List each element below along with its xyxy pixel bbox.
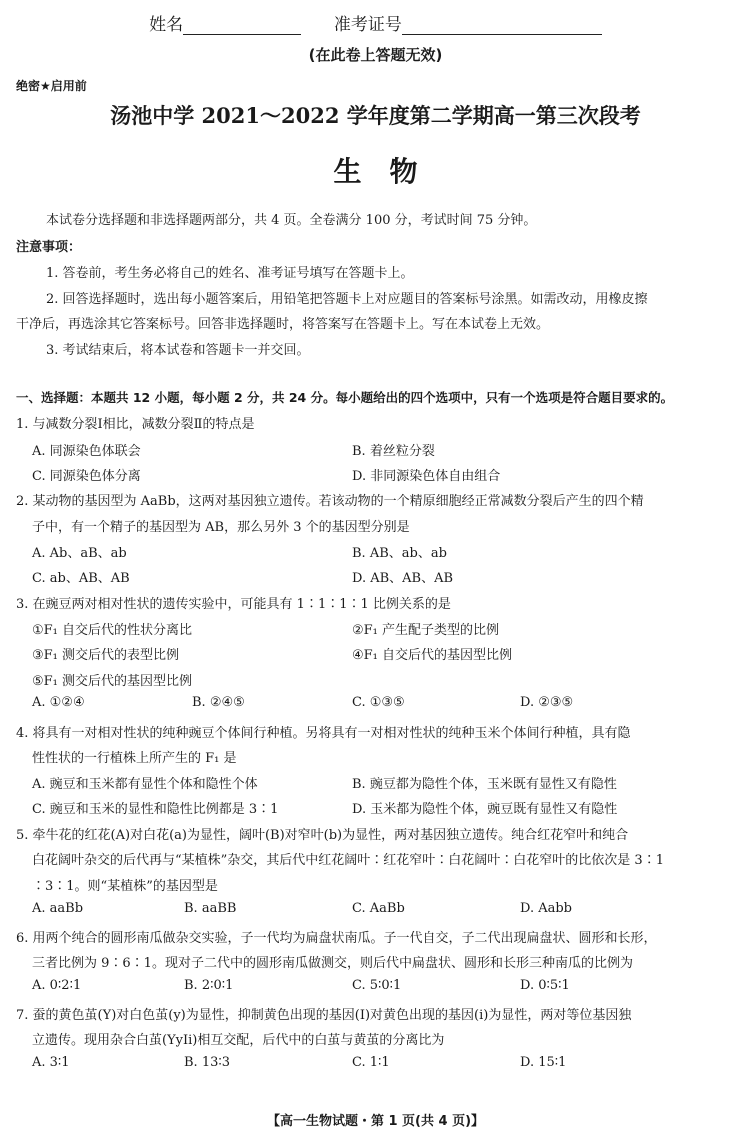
id-blank[interactable] <box>402 16 602 35</box>
q2-stem-2: 子中，有一个精子的基因型为 AB，那么另外 3 个的基因型分别是 <box>32 520 410 535</box>
q3-option-d[interactable]: D. ②③⑤ <box>520 695 574 710</box>
q5-option-d[interactable]: D. Aabb <box>520 901 573 916</box>
q6-option-a[interactable]: A. 0∶2∶1 <box>32 978 82 993</box>
q7-option-c[interactable]: C. 1∶1 <box>352 1055 390 1070</box>
page-footer: 【高一生物试题・第 1 页(共 4 页)】 <box>266 1114 485 1129</box>
q3-stem: 3. 在豌豆两对相对性状的遗传实验中，可能具有 1∶1∶1∶1 比例关系的是 <box>16 597 451 612</box>
section-1-header: 一、选择题：本题共 12 小题，每小题 2 分，共 24 分。每小题给出的四个选项中，只有一个选项是符合题目要求的。 <box>16 390 674 405</box>
intro: 本试卷分选择题和非选择题两部分，共 4 页。全卷满分 100 分，考试时间 75 分钟。 <box>46 213 537 228</box>
note-2a: 2. 回答选择题时，选出每小题答案后，用铅笔把答题卡上对应题目的答案标号涂黑。如需改动，用橡皮擦 <box>46 292 648 307</box>
q5-stem-2: 白花阔叶杂交的后代再与“某植株”杂交，其后代中红花阔叶∶红花窄叶∶白花阔叶∶白花窄叶的比依次是 3∶1 <box>32 853 664 868</box>
q3-item-4: ④F₁ 自交后代的基因型比例 <box>352 648 513 663</box>
q1-option-d[interactable]: D. 非同源染色体自由组合 <box>352 469 501 484</box>
exam-title: 汤池中学 2021～2022 学年度第二学期高一第三次段考 <box>110 103 641 128</box>
note-3: 3. 考试结束后，将本试卷和答题卡一并交回。 <box>46 343 310 358</box>
name-blank[interactable] <box>183 16 301 35</box>
notes-title: 注意事项： <box>16 240 82 255</box>
q1-stem: 1. 与减数分裂Ⅰ相比，减数分裂Ⅱ的特点是 <box>16 417 255 432</box>
q3-item-1: ①F₁ 自交后代的性状分离比 <box>32 623 193 638</box>
q3-item-5: ⑤F₁ 测交后代的基因型比例 <box>32 674 193 689</box>
q1-option-c[interactable]: C. 同源染色体分离 <box>32 469 141 484</box>
q7-option-d[interactable]: D. 15∶1 <box>520 1055 567 1070</box>
note-1: 1. 答卷前，考生务必将自己的姓名、准考证号填写在答题卡上。 <box>46 266 414 281</box>
q2-option-c[interactable]: C. ab、AB、AB <box>32 571 130 586</box>
q6-option-b[interactable]: B. 2∶0∶1 <box>184 978 234 993</box>
q2-option-d[interactable]: D. AB、AB、AB <box>352 571 454 586</box>
invalid-note: (在此卷上答题无效) <box>308 46 443 64</box>
q3-option-a[interactable]: A. ①②④ <box>32 695 85 710</box>
id-label: 准考证号 <box>333 15 402 35</box>
q1-option-b[interactable]: B. 着丝粒分裂 <box>352 444 435 459</box>
q7-stem-2: 立遗传。现用杂合白茧(YyIi)相互交配，后代中的白茧与黄茧的分离比为 <box>32 1033 445 1048</box>
q5-stem-3: ∶3∶1。则“某植株”的基因型是 <box>32 879 218 894</box>
q6-stem-2: 三者比例为 9∶6∶1。现对子二代中的圆形南瓜做测交，则后代中扁盘状、圆形和长形三种南瓜的比例为 <box>32 956 633 971</box>
q7-option-b[interactable]: B. 13∶3 <box>184 1055 231 1070</box>
q4-stem-2: 性性状的一行植株上所产生的 F₁ 是 <box>32 751 237 766</box>
candidate-info-line <box>0 10 751 35</box>
q3-option-b[interactable]: B. ②④⑤ <box>192 695 245 710</box>
q6-stem-1: 6. 用两个纯合的圆形南瓜做杂交实验，子一代均为扁盘状南瓜。子一代自交，子二代出现扁盘状、圆形和长形， <box>16 931 657 946</box>
secret-mark: 绝密★启用前 <box>16 79 87 93</box>
q5-stem-1: 5. 牵牛花的红花(A)对白花(a)为显性，阔叶(B)对窄叶(b)为显性，两对基因独立遗传。纯合红花窄叶和纯合 <box>16 828 629 843</box>
q1-option-a[interactable]: A. 同源染色体联会 <box>32 444 141 459</box>
q3-option-c[interactable]: C. ①③⑤ <box>352 695 405 710</box>
q2-option-b[interactable]: B. AB、ab、ab <box>352 546 447 561</box>
q3-item-3: ③F₁ 测交后代的表型比例 <box>32 648 180 663</box>
q5-option-b[interactable]: B. aaBB <box>184 901 237 916</box>
name-label: 姓名 <box>149 15 184 35</box>
subject-title: 生物 <box>333 155 446 188</box>
q4-option-b[interactable]: B. 豌豆都为隐性个体，玉米既有显性又有隐性 <box>352 777 617 792</box>
q4-option-d[interactable]: D. 玉米都为隐性个体，豌豆既有显性又有隐性 <box>352 802 618 817</box>
note-2b: 干净后，再选涂其它答案标号。回答非选择题时，将答案写在答题卡上。写在本试卷上无效。 <box>16 317 550 332</box>
q4-option-a[interactable]: A. 豌豆和玉米都有显性个体和隐性个体 <box>32 777 258 792</box>
q5-option-c[interactable]: C. AaBb <box>352 901 405 916</box>
q3-item-2: ②F₁ 产生配子类型的比例 <box>352 623 500 638</box>
q4-option-c[interactable]: C. 豌豆和玉米的显性和隐性比例都是 3∶1 <box>32 802 279 817</box>
q5-option-a[interactable]: A. aaBb <box>32 901 84 916</box>
q2-stem-1: 2. 某动物的基因型为 AaBb，这两对基因独立遗传。若该动物的一个精原细胞经正常减数分裂后产生的四个精 <box>16 494 644 509</box>
q2-option-a[interactable]: A. Ab、aB、ab <box>32 546 127 561</box>
q4-stem-1: 4. 将具有一对相对性状的纯种豌豆个体间行种植。另将具有一对相对性状的纯种玉米个体间行种植，具有隐 <box>16 726 631 741</box>
q6-option-c[interactable]: C. 5∶0∶1 <box>352 978 402 993</box>
q7-option-a[interactable]: A. 3∶1 <box>32 1055 70 1070</box>
q7-stem-1: 7. 蚕的黄色茧(Y)对白色茧(y)为显性，抑制黄色出现的基因(I)对黄色出现的基因(i)为显性，两对等位基因独 <box>16 1008 632 1023</box>
q6-option-d[interactable]: D. 0∶5∶1 <box>520 978 570 993</box>
